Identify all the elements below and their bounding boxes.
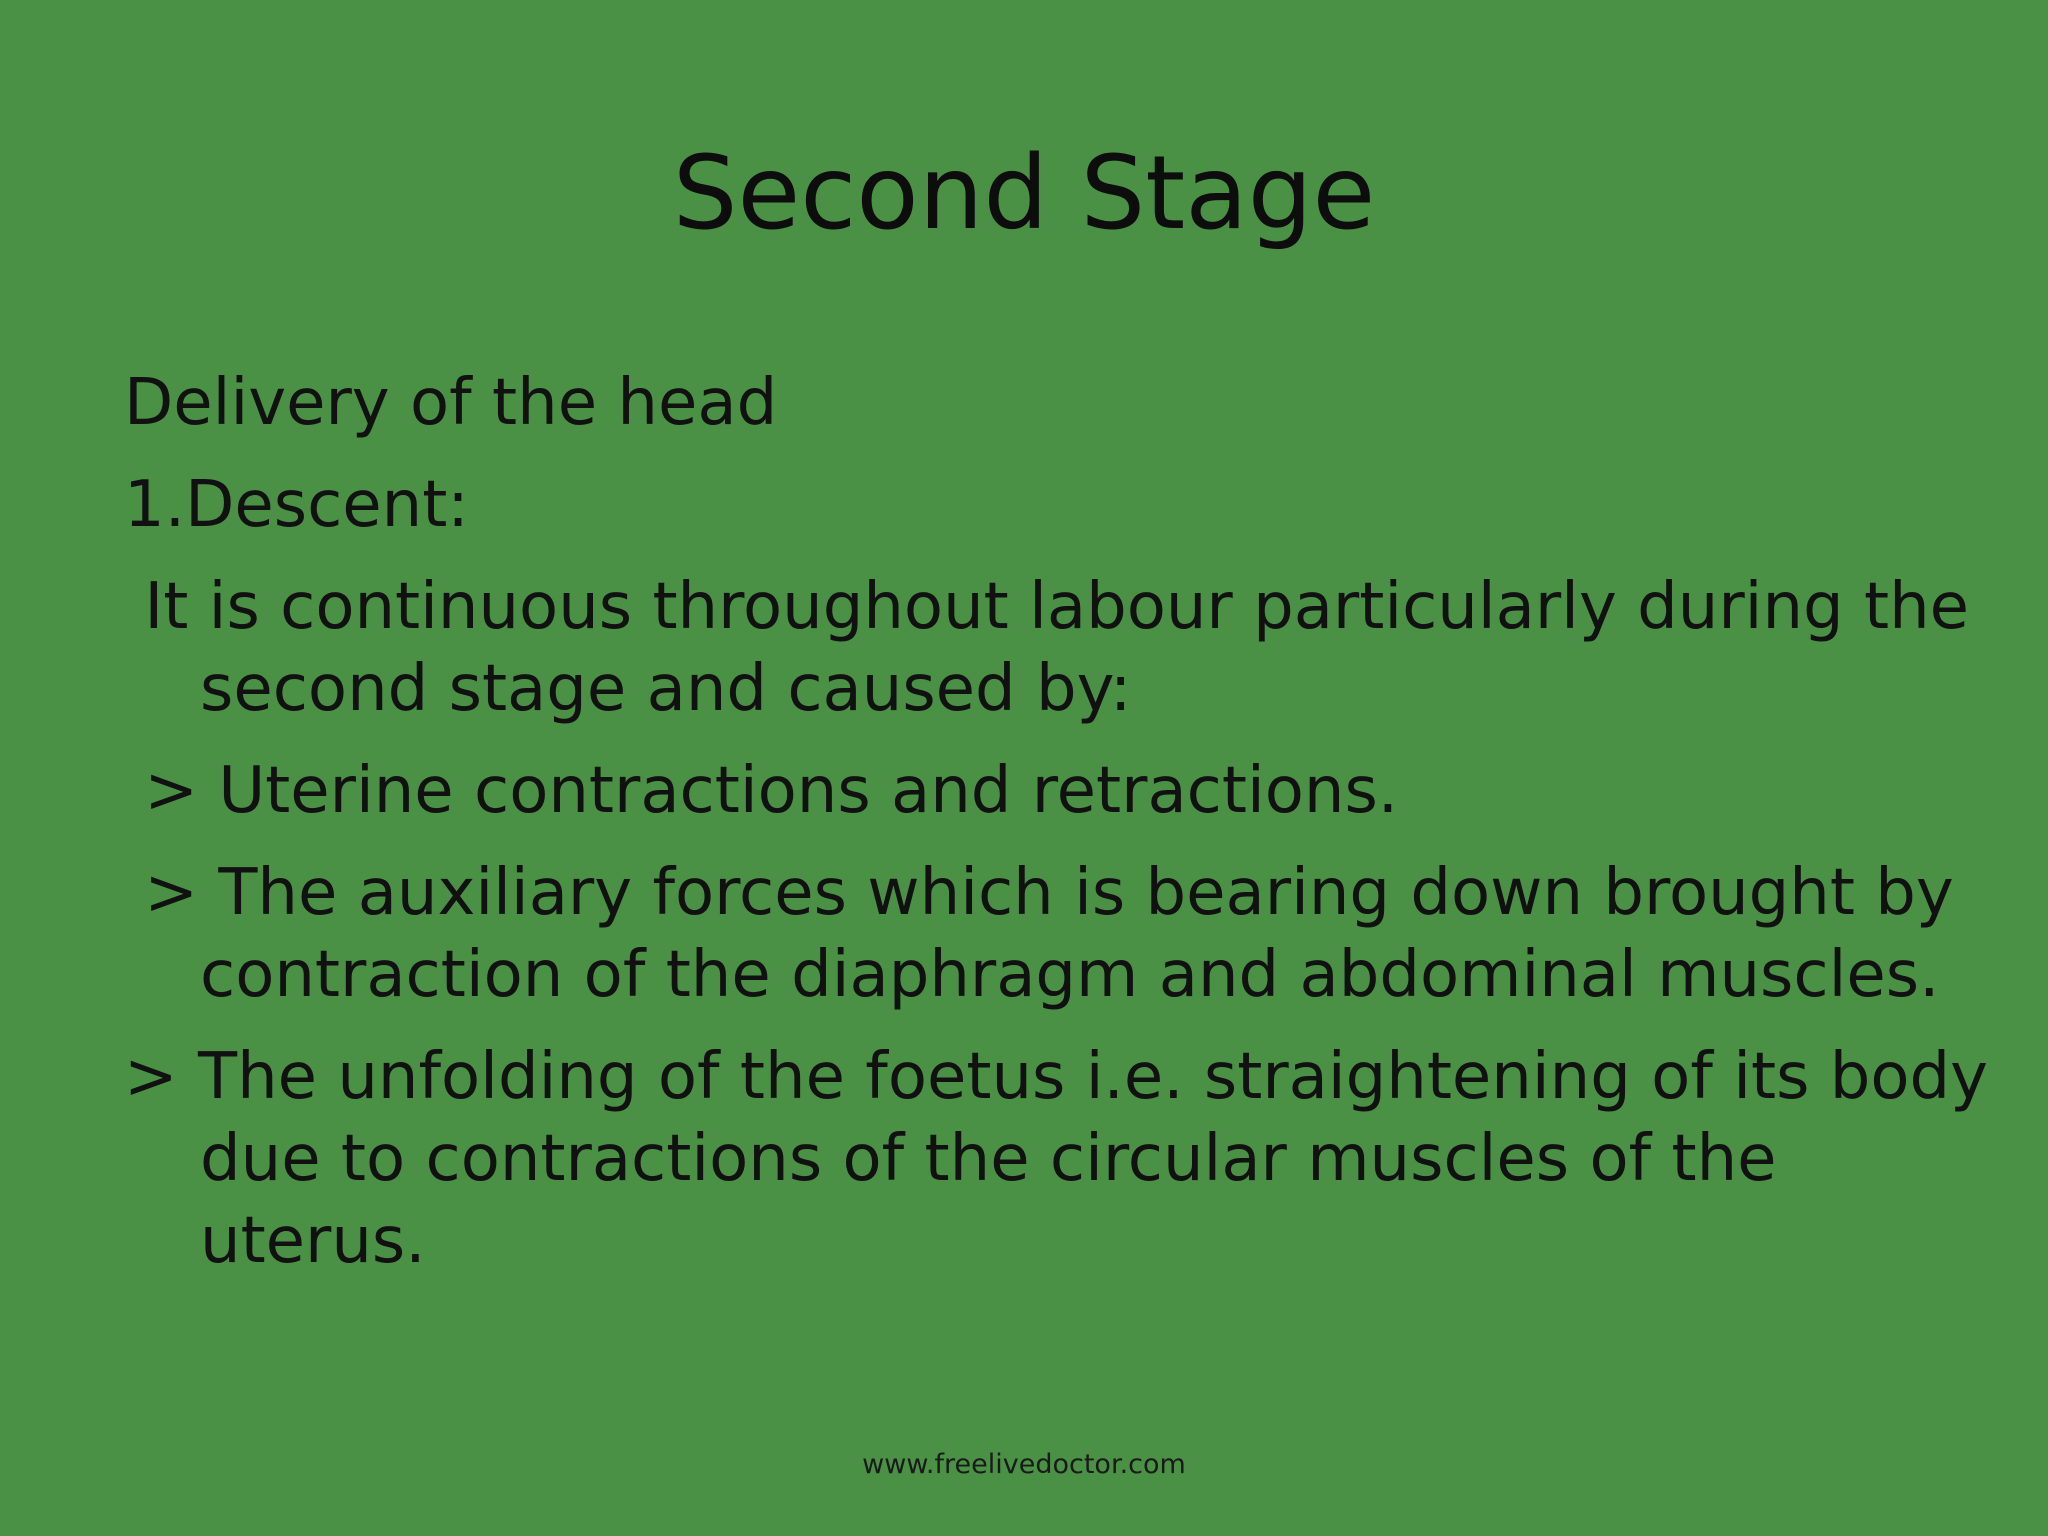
footer-url: www.freelivedoctor.com: [862, 1449, 1186, 1480]
body-line-bullet-auxiliary-cont: contraction of the diaphragm and abdominal muscles.: [200, 938, 1940, 1012]
body-line-bullet-unfolding-cont-2: uterus.: [200, 1204, 426, 1278]
body-line-bullet-uterine: > Uterine contractions and retractions.: [124, 754, 1399, 828]
body-line-bullet-auxiliary: > The auxiliary forces which is bearing down brought by: [124, 856, 1954, 930]
body-line-paragraph-1: It is continuous throughout labour particularly during the: [124, 570, 1969, 644]
body-line-delivery-heading: Delivery of the head: [124, 366, 778, 440]
body-line-paragraph-1-cont: second stage and caused by:: [200, 652, 1132, 726]
slide-title: Second Stage: [672, 134, 1376, 253]
body-line-descent-heading: 1.Descent:: [124, 468, 469, 542]
body-line-bullet-unfolding: > The unfolding of the foetus i.e. straightening of its body: [124, 1040, 1989, 1114]
body-line-bullet-unfolding-cont-1: due to contractions of the circular muscles of the: [200, 1122, 1777, 1196]
